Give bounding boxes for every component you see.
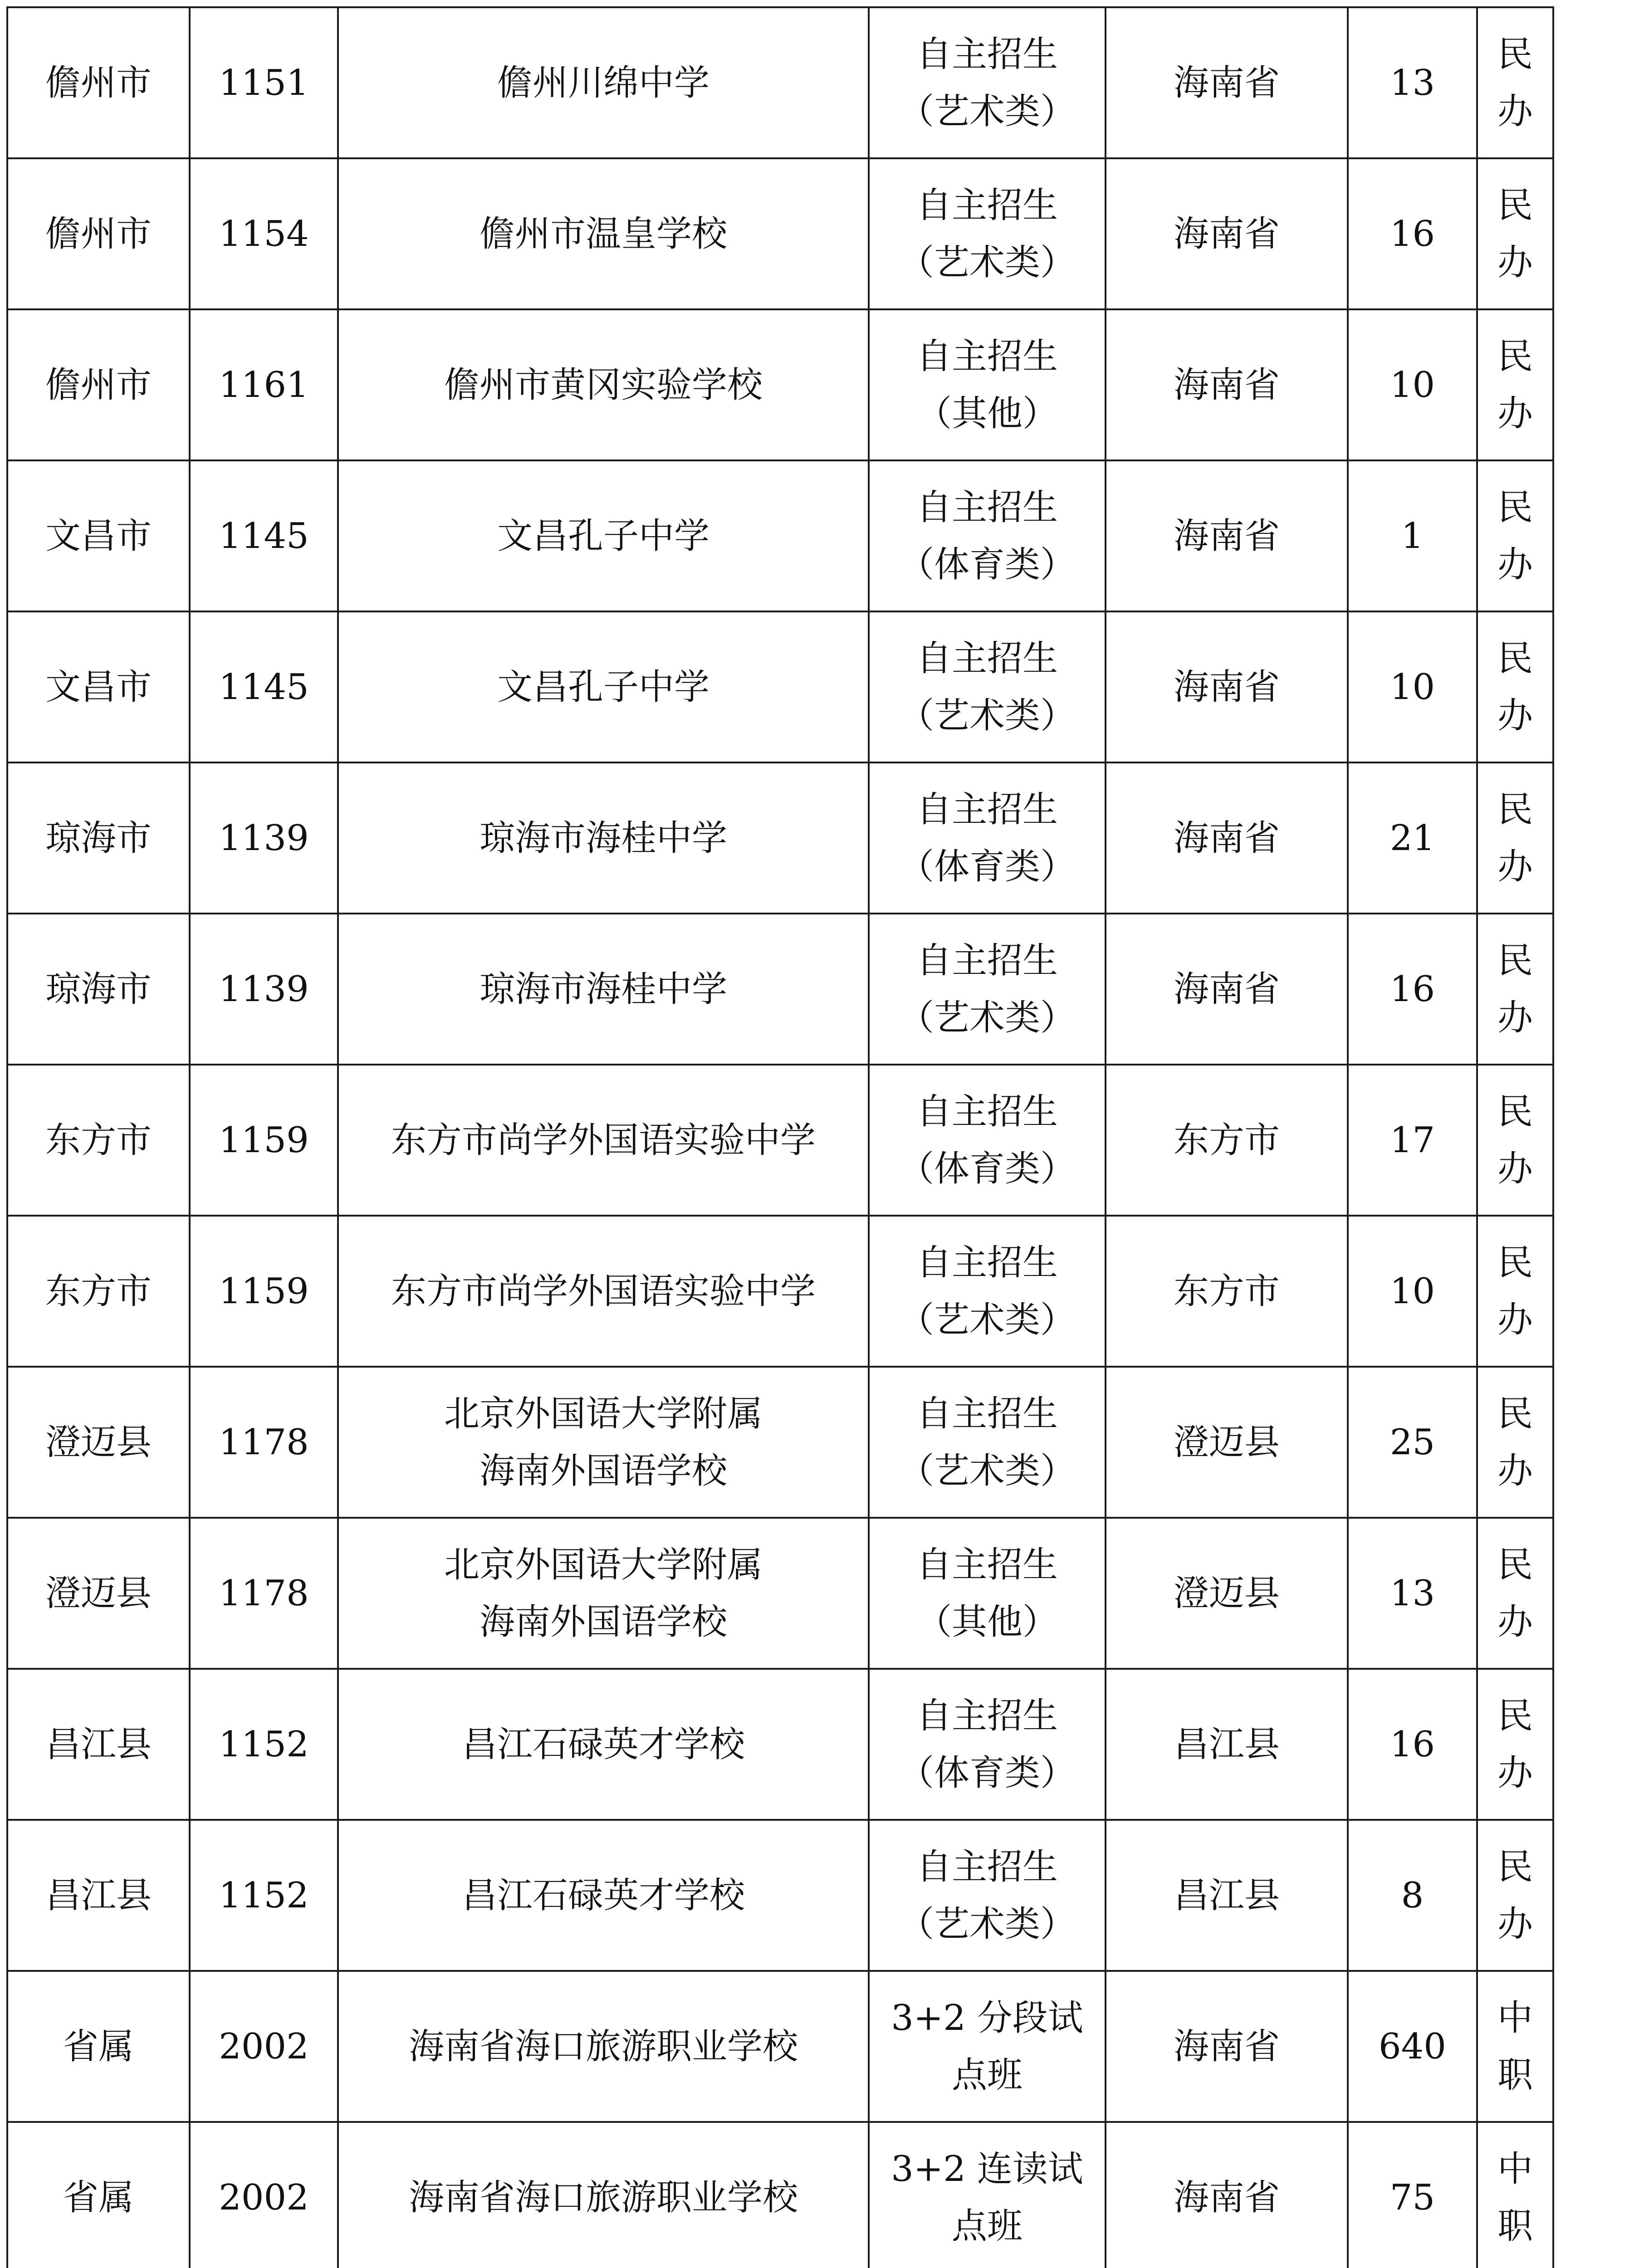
school-nature-cell [1477,158,1553,309]
admission-type-cell [869,1065,1106,1216]
school-name-cell-text: 海南省海口旅游职业学校 [408,2177,798,2218]
quota-cell [1348,1518,1477,1669]
enrollment-scope-cell [1106,2122,1348,2268]
school-name-cell [338,460,869,611]
enrollment-scope-cell [1106,1971,1348,2122]
school-name-cell [338,1971,869,2122]
school-code-cell-text: 1152 [219,1724,309,1765]
admission-type-cell-text: 自主招生 （体育类） [898,1695,1076,1794]
admission-type-cell [869,1820,1106,1971]
school-nature-cell [1477,1216,1553,1367]
school-nature-cell [1477,7,1553,158]
admission-type-cell-text: 自主招生 （体育类） [898,1091,1076,1189]
school-name-cell [338,309,869,460]
admission-type-cell [869,309,1106,460]
school-code-cell [190,763,338,914]
school-code-cell [190,611,338,763]
school-name-cell-text: 北京外国语大学附属 海南外国语学校 [444,1393,763,1491]
school-name-cell [338,763,869,914]
table-row [7,1820,1553,1971]
school-name-cell-text: 琼海市海桂中学 [479,817,727,859]
quota-cell [1348,1669,1477,1820]
region-cell [7,1367,190,1518]
school-code-cell [190,2122,338,2268]
region-cell-text: 琼海市 [45,968,152,1010]
school-nature-cell [1477,1669,1553,1820]
school-nature-cell [1477,611,1553,763]
enrollment-scope-cell-text: 海南省 [1173,2177,1280,2218]
enrollment-scope-cell-text: 澄迈县 [1173,1573,1280,1614]
quota-cell [1348,309,1477,460]
admission-type-cell-text: 3+2 连读试 点班 [891,2148,1083,2247]
table-row [7,914,1553,1065]
region-cell [7,158,190,309]
quota-cell [1348,158,1477,309]
quota-cell [1348,7,1477,158]
admission-type-cell [869,158,1106,309]
admission-type-cell-text: 自主招生 （体育类） [898,487,1076,585]
school-code-cell [190,914,338,1065]
enrollment-scope-cell [1106,611,1348,763]
school-nature-cell-text: 民办 [1497,336,1533,434]
region-cell [7,1065,190,1216]
region-cell [7,1971,190,2122]
school-nature-cell-text: 民办 [1497,1242,1533,1340]
school-name-cell-text: 昌江石碌英才学校 [461,1724,745,1765]
region-cell [7,2122,190,2268]
school-code-cell [190,7,338,158]
school-nature-cell [1477,460,1553,611]
quota-cell-text: 16 [1389,213,1435,254]
region-cell-text: 东方市 [45,1119,152,1161]
school-name-cell-text: 儋州市温皇学校 [479,213,727,254]
school-code-cell-text: 1145 [219,515,309,557]
region-cell [7,763,190,914]
school-nature-cell [1477,1518,1553,1669]
school-nature-cell-text: 民办 [1497,1846,1533,1945]
table-row [7,1216,1553,1367]
admission-type-cell-text: 自主招生 （体育类） [898,789,1076,887]
region-cell-text: 儋州市 [45,364,152,406]
region-cell [7,309,190,460]
table-row [7,7,1553,158]
region-cell [7,460,190,611]
school-nature-cell-text: 民办 [1497,940,1533,1038]
quota-cell-text: 25 [1389,1422,1435,1463]
quota-cell-text: 640 [1379,2026,1446,2067]
school-name-cell-text: 北京外国语大学附属 海南外国语学校 [444,1544,763,1642]
school-nature-cell [1477,2122,1553,2268]
school-nature-cell-text: 民办 [1497,34,1533,132]
enrollment-scope-cell [1106,7,1348,158]
enrollment-scope-cell-text: 昌江县 [1173,1875,1280,1916]
enrollment-scope-cell-text: 海南省 [1173,62,1280,103]
quota-cell-text: 16 [1389,968,1435,1010]
quota-cell-text: 10 [1389,364,1435,406]
region-cell-text: 文昌市 [45,515,152,557]
enrollment-scope-cell [1106,1216,1348,1367]
school-code-cell-text: 1161 [219,364,309,406]
admission-type-cell [869,1518,1106,1669]
school-code-cell [190,1216,338,1367]
enrollment-scope-cell [1106,158,1348,309]
quota-cell [1348,1367,1477,1518]
enrollment-scope-cell-text: 海南省 [1173,364,1280,406]
quota-cell-text: 8 [1401,1875,1424,1916]
admission-type-cell-text: 自主招生 （艺术类） [898,185,1076,283]
school-code-cell-text: 1178 [219,1573,309,1614]
school-nature-cell [1477,1065,1553,1216]
admission-type-cell-text: 自主招生 （艺术类） [898,1242,1076,1340]
school-code-cell-text: 1154 [219,213,309,254]
school-name-cell-text: 儋州川绵中学 [497,62,709,103]
quota-cell-text: 10 [1389,666,1435,708]
enrollment-scope-cell [1106,1367,1348,1518]
region-cell-text: 澄迈县 [45,1422,152,1463]
school-name-cell-text: 琼海市海桂中学 [479,968,727,1010]
school-name-cell [338,1820,869,1971]
quota-cell-text: 16 [1389,1724,1435,1765]
enrollment-scope-cell [1106,763,1348,914]
quota-cell [1348,611,1477,763]
table-row [7,158,1553,309]
admission-type-cell [869,7,1106,158]
school-name-cell-text: 文昌孔子中学 [497,666,709,708]
region-cell-text: 省属 [63,2177,134,2218]
table-row [7,460,1553,611]
enrollment-scope-cell [1106,309,1348,460]
quota-cell [1348,1971,1477,2122]
school-code-cell-text: 2002 [219,2177,309,2218]
table-row [7,1367,1553,1518]
school-code-cell-text: 1139 [219,817,309,859]
admissions-table [6,6,1554,2268]
school-name-cell-text: 文昌孔子中学 [497,515,709,557]
enrollment-scope-cell-text: 昌江县 [1173,1724,1280,1765]
school-name-cell [338,2122,869,2268]
enrollment-scope-cell-text: 东方市 [1173,1119,1280,1161]
region-cell [7,1669,190,1820]
school-nature-cell-text: 民办 [1497,185,1533,283]
quota-cell [1348,914,1477,1065]
table-row [7,763,1553,914]
admission-type-cell-text: 自主招生 （其他） [916,336,1058,434]
enrollment-scope-cell-text: 海南省 [1173,2026,1280,2067]
admission-type-cell-text: 自主招生 （艺术类） [898,34,1076,132]
school-code-cell-text: 1178 [219,1422,309,1463]
school-nature-cell-text: 民办 [1497,1393,1533,1491]
admission-type-cell-text: 自主招生 （艺术类） [898,1846,1076,1945]
school-nature-cell [1477,309,1553,460]
table-body [7,7,1553,2268]
quota-cell-text: 21 [1389,817,1435,859]
school-name-cell-text: 东方市尚学外国语实验中学 [391,1271,816,1312]
region-cell [7,914,190,1065]
enrollment-scope-cell-text: 澄迈县 [1173,1422,1280,1463]
school-code-cell [190,460,338,611]
school-name-cell [338,1065,869,1216]
school-nature-cell [1477,1820,1553,1971]
school-name-cell [338,1669,869,1820]
admission-type-cell [869,460,1106,611]
school-code-cell-text: 1159 [219,1271,309,1312]
school-code-cell [190,1971,338,2122]
school-name-cell [338,611,869,763]
admission-type-cell [869,1971,1106,2122]
school-code-cell-text: 1145 [219,666,309,708]
quota-cell-text: 75 [1389,2177,1435,2218]
school-nature-cell-text: 民办 [1497,1544,1533,1642]
region-cell [7,7,190,158]
school-name-cell [338,1216,869,1367]
enrollment-scope-cell-text: 东方市 [1173,1271,1280,1312]
enrollment-scope-cell-text: 海南省 [1173,213,1280,254]
region-cell-text: 儋州市 [45,213,152,254]
enrollment-scope-cell-text: 海南省 [1173,968,1280,1010]
admission-type-cell [869,1216,1106,1367]
school-nature-cell [1477,1367,1553,1518]
school-code-cell [190,1669,338,1820]
region-cell-text: 省属 [63,2026,134,2067]
school-name-cell-text: 东方市尚学外国语实验中学 [391,1119,816,1161]
school-nature-cell-text: 民办 [1497,789,1533,887]
table-row [7,1518,1553,1669]
school-code-cell [190,158,338,309]
region-cell [7,611,190,763]
school-name-cell [338,914,869,1065]
quota-cell [1348,763,1477,914]
admission-type-cell [869,1367,1106,1518]
quota-cell-text: 1 [1401,515,1424,557]
admission-type-cell-text: 自主招生 （艺术类） [898,940,1076,1038]
enrollment-scope-cell [1106,1669,1348,1820]
table-row [7,309,1553,460]
table-row [7,1971,1553,2122]
school-nature-cell [1477,914,1553,1065]
school-nature-cell [1477,763,1553,914]
enrollment-scope-cell [1106,1820,1348,1971]
school-nature-cell [1477,1971,1553,2122]
quota-cell-text: 13 [1389,1573,1435,1614]
table-row [7,611,1553,763]
school-nature-cell-text: 民办 [1497,487,1533,585]
region-cell-text: 昌江县 [45,1724,152,1765]
school-name-cell [338,1518,869,1669]
school-nature-cell-text: 民办 [1497,638,1533,736]
school-code-cell-text: 1139 [219,968,309,1010]
quota-cell-text: 17 [1389,1119,1435,1161]
enrollment-scope-cell-text: 海南省 [1173,515,1280,557]
school-name-cell [338,1367,869,1518]
school-name-cell [338,7,869,158]
quota-cell [1348,1216,1477,1367]
enrollment-scope-cell-text: 海南省 [1173,817,1280,859]
quota-cell [1348,1065,1477,1216]
table-row [7,1669,1553,1820]
school-name-cell-text: 儋州市黄冈实验学校 [444,364,763,406]
enrollment-scope-cell [1106,460,1348,611]
admission-type-cell [869,763,1106,914]
school-nature-cell-text: 民办 [1497,1091,1533,1189]
table-row [7,1065,1553,1216]
region-cell-text: 东方市 [45,1271,152,1312]
region-cell-text: 琼海市 [45,817,152,859]
school-code-cell [190,1518,338,1669]
school-nature-cell-text: 民办 [1497,1695,1533,1794]
enrollment-scope-cell [1106,1065,1348,1216]
region-cell-text: 儋州市 [45,62,152,103]
school-code-cell-text: 1159 [219,1119,309,1161]
school-code-cell [190,1820,338,1971]
quota-cell [1348,2122,1477,2268]
region-cell-text: 文昌市 [45,666,152,708]
quota-cell [1348,1820,1477,1971]
admission-type-cell-text: 3+2 分段试 点班 [891,1997,1083,2096]
admission-type-cell-text: 自主招生 （其他） [916,1544,1058,1642]
school-code-cell [190,1367,338,1518]
quota-cell-text: 10 [1389,1271,1435,1312]
school-name-cell-text: 海南省海口旅游职业学校 [408,2026,798,2067]
school-name-cell [338,158,869,309]
admission-type-cell-text: 自主招生 （艺术类） [898,1393,1076,1491]
school-code-cell-text: 2002 [219,2026,309,2067]
school-name-cell-text: 昌江石碌英才学校 [461,1875,745,1916]
region-cell-text: 昌江县 [45,1875,152,1916]
enrollment-scope-cell [1106,1518,1348,1669]
quota-cell [1348,460,1477,611]
school-nature-cell-text: 中职 [1497,2148,1533,2247]
region-cell [7,1518,190,1669]
admission-type-cell [869,611,1106,763]
enrollment-scope-cell [1106,914,1348,1065]
school-code-cell [190,1065,338,1216]
region-cell [7,1216,190,1367]
region-cell-text: 澄迈县 [45,1573,152,1614]
admission-type-cell-text: 自主招生 （艺术类） [898,638,1076,736]
admission-type-cell [869,2122,1106,2268]
region-cell [7,1820,190,1971]
school-nature-cell-text: 中职 [1497,1997,1533,2096]
table-row [7,2122,1553,2268]
admission-type-cell [869,914,1106,1065]
quota-cell-text: 13 [1389,62,1435,103]
school-code-cell [190,309,338,460]
admission-type-cell [869,1669,1106,1820]
enrollment-scope-cell-text: 海南省 [1173,666,1280,708]
school-code-cell-text: 1151 [219,62,309,103]
school-code-cell-text: 1152 [219,1875,309,1916]
